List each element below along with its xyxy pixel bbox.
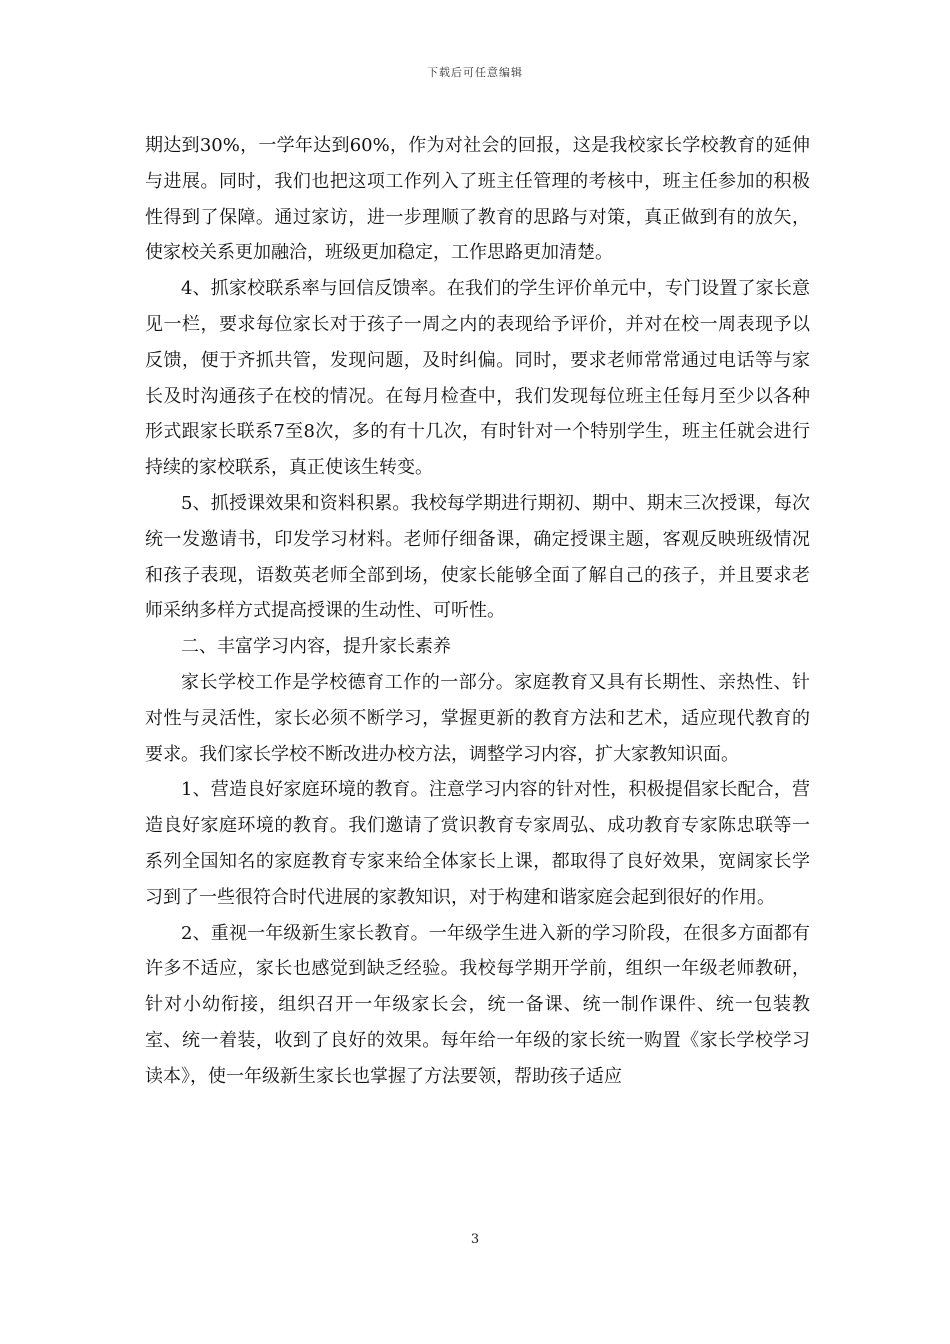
page-number: 3 [470,1232,480,1247]
page-header: 下载后可任意编辑 [427,66,523,79]
paragraph-item-5: 5、抓授课效果和资料积累。我校每学期进行期初、期中、期末三次授课，每次统一发邀请书，印发学习材料。老师仔细备课，确定授课主题，客观反映班级情况和孩子表现，语数英老师全部到场，使家长能够全面了解自己的孩子，并且要求老师采纳多样方式提高授课的生动性、可听性。 [145,492,810,622]
paragraph-item-4: 4、抓家校联系率与回信反馈率。在我们的学生评价单元中，专门设置了家长意见一栏，要求每位家长对于孩子一周之内的表现给予评价，并对在校一周表现予以反馈，便于齐抓共管，发现问题，及时纠偏。同时，要求老师常常通过电话等与家长及时沟通孩子在校的情况。在每月检查中，我们发现每位班主任每月至少以各种形式跟家长联系7至8次，多的有十几次，有时针对一个特别学生，班主任就会进行持续的家校联系，真正使该生转变。 [145,278,810,479]
document-body [145,128,810,1095]
paragraph-continuation: 期达到30%，一学年达到60%，作为对社会的回报，这是我校家长学校教育的延伸与进展。同时，我们也把这项工作列入了班主任管理的考核中，班主任参加的积极性得到了保障。通过家访，进一步理顺了教育的思路与对策，真正做到有的放矢，使家校关系更加融洽，班级更加稳定，工作思路更加清楚。 [145,135,810,264]
paragraph-item-2: 2、重视一年级新生家长教育。一年级学生进入新的学习阶段，在很多方面都有许多不适应，家长也感觉到缺乏经验。我校每学期开学前，组织一年级老师教研，针对小幼衔接，组织召开一年级家长会，统一备课、统一制作课件、统一包装教室、统一着装，收到了良好的效果。每年给一年级的家长统一购置《家长学校学习读本》，使一年级新生家长也掌握了方法要领，帮助孩子适应 [145,922,810,1087]
section-intro-paragraph: 家长学校工作是学校德育工作的一部分。家庭教育又具有长期性、亲热性、针对性与灵活性，家长必须不断学习，掌握更新的教育方法和艺术，适应现代教育的要求。我们家长学校不断改进办校方法，调整学习内容，扩大家教知识面。 [145,671,810,765]
paragraph-item-1: 1、营造良好家庭环境的教育。注意学习内容的针对性，积极提倡家长配合，营造良好家庭环境的教育。我们邀请了赏识教育专家周弘、成功教育专家陈忠联等一系列全国知名的家庭教育专家来给全体家长上课，都取得了良好效果，宽阔家长学习到了一些很符合时代进展的家教知识，对于构建和谐家庭会起到很好的作用。 [145,779,810,908]
section-heading: 二、丰富学习内容，提升家长素养 [181,636,451,658]
